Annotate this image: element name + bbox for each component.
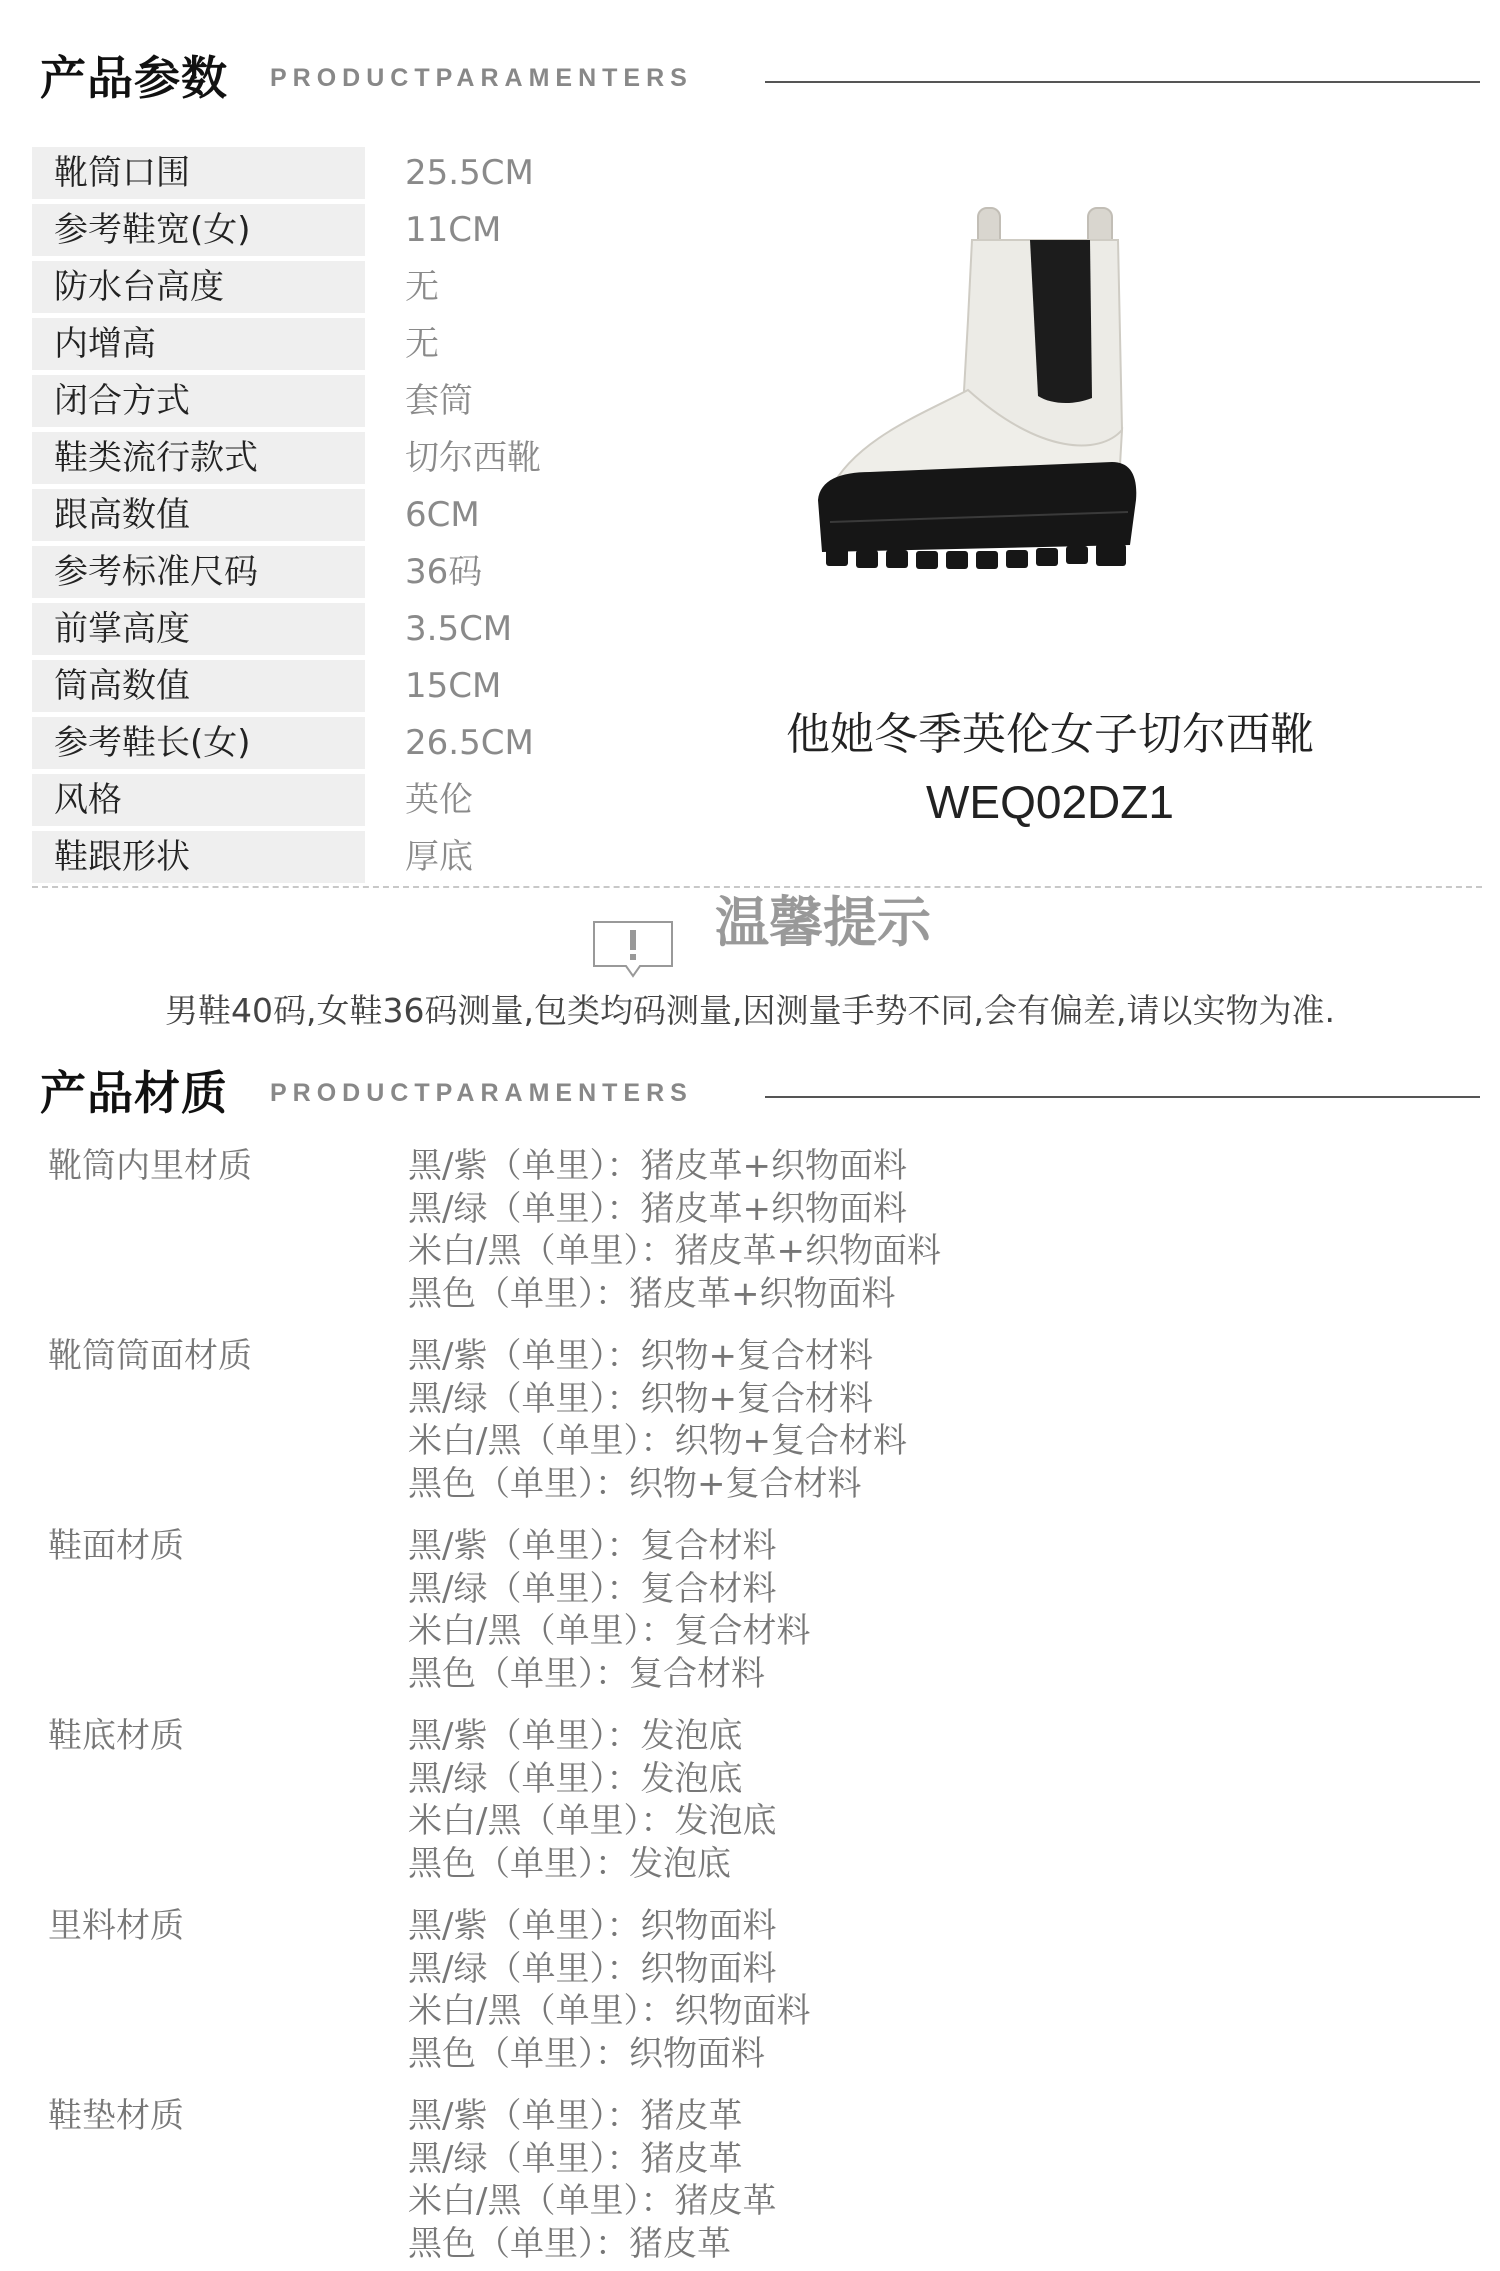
product-name: 他她冬季英伦女子切尔西靴 [786, 709, 1314, 760]
param-row [32, 202, 552, 259]
material-label: 靴筒筒面材质 [48, 1336, 252, 1376]
material-line: 黑/紫（单里）：织物面料 [408, 1906, 777, 1946]
param-label: 内增高 [32, 318, 365, 370]
param-label: 闭合方式 [32, 375, 365, 427]
product-code: WEQ02DZ1 [926, 776, 1174, 828]
param-label: 鞋类流行款式 [32, 432, 365, 484]
param-label: 鞋跟形状 [32, 831, 365, 883]
material-line: 黑色（单里）：发泡底 [408, 1843, 731, 1884]
material-label: 鞋底材质 [48, 1716, 184, 1756]
param-value: 切尔西靴 [405, 438, 541, 478]
material-line: 米白/黑（单里）：猪皮革+织物面料 [408, 1231, 941, 1271]
param-value: 3.5CM [405, 609, 513, 649]
param-value: 26.5CM [405, 723, 534, 763]
material-line: 黑色（单里）：织物面料 [408, 2033, 765, 2074]
material-line: 黑/紫（单里）：发泡底 [408, 1716, 743, 1756]
param-row [32, 487, 552, 544]
param-value: 11CM [405, 210, 502, 250]
material-label: 靴筒内里材质 [48, 1146, 252, 1186]
param-value: 英伦 [405, 780, 473, 820]
param-value: 套筒 [405, 381, 473, 421]
param-row [32, 658, 552, 715]
material-line: 黑/绿（单里）：织物+复合材料 [408, 1378, 873, 1419]
material-line: 黑/绿（单里）：猪皮革 [408, 2138, 743, 2179]
param-value: 36码 [405, 552, 483, 592]
material-label: 鞋垫材质 [48, 2096, 184, 2136]
param-row [32, 430, 552, 487]
param-row [32, 259, 552, 316]
param-value: 25.5CM [405, 153, 534, 193]
material-line: 黑/绿（单里）：发泡底 [408, 1758, 743, 1799]
param-value: 无 [405, 324, 439, 364]
param-label: 筒高数值 [32, 660, 365, 712]
param-row [32, 601, 552, 658]
param-label: 参考标准尺码 [32, 546, 365, 598]
material-line: 米白/黑（单里）：发泡底 [408, 1801, 777, 1841]
material-label: 鞋面材质 [48, 1526, 184, 1566]
params-section-subtitle: PRODUCTPARAMENTERS [270, 64, 693, 92]
product-boot-image [800, 200, 1140, 580]
material-line: 黑/紫（单里）：猪皮革 [408, 2096, 743, 2136]
material-section-header [40, 1063, 1480, 1123]
params-section-rule [765, 81, 1480, 83]
material-line: 黑/绿（单里）：复合材料 [408, 1568, 777, 1609]
tip-text: 男鞋40码,女鞋36码测量,包类均码测量,因测量手势不同,会有偏差,请以实物为准. [165, 991, 1335, 1030]
param-value: 6CM [405, 495, 480, 535]
params-section-title: 产品参数 [40, 51, 228, 105]
material-line: 黑色（单里）：猪皮革+织物面料 [408, 1273, 896, 1314]
param-label: 靴筒口围 [32, 147, 365, 199]
material-line: 米白/黑（单里）：织物面料 [408, 1991, 811, 2031]
material-line: 黑色（单里）：织物+复合材料 [408, 1463, 862, 1504]
param-label: 风格 [32, 774, 365, 826]
params-table [32, 145, 552, 886]
material-line: 米白/黑（单里）：猪皮革 [408, 2181, 777, 2221]
param-label: 跟高数值 [32, 489, 365, 541]
material-line: 黑色（单里）：猪皮革 [408, 2223, 731, 2264]
material-line: 黑/紫（单里）：复合材料 [408, 1526, 777, 1566]
params-section-header [40, 48, 1480, 108]
param-label: 参考鞋宽(女) [32, 204, 365, 256]
param-value: 15CM [405, 666, 502, 706]
param-value: 无 [405, 267, 439, 307]
material-line: 黑色（单里）：复合材料 [408, 1653, 765, 1694]
material-label: 里料材质 [48, 1906, 184, 1946]
param-value: 厚底 [405, 837, 473, 877]
material-section-subtitle: PRODUCTPARAMENTERS [270, 1079, 693, 1107]
param-row [32, 316, 552, 373]
material-line: 米白/黑（单里）：织物+复合材料 [408, 1421, 907, 1461]
material-line: 米白/黑（单里）：复合材料 [408, 1611, 811, 1651]
param-row [32, 772, 552, 829]
warning-bubble-icon [590, 918, 676, 980]
material-line: 黑/绿（单里）：织物面料 [408, 1948, 777, 1989]
param-label: 参考鞋长(女) [32, 717, 365, 769]
param-row [32, 373, 552, 430]
tip-title: 温馨提示 [715, 891, 931, 954]
param-row [32, 544, 552, 601]
material-line: 黑/紫（单里）：猪皮革+织物面料 [408, 1146, 907, 1186]
param-row [32, 715, 552, 772]
material-section-rule [765, 1096, 1480, 1098]
material-line: 黑/紫（单里）：织物+复合材料 [408, 1336, 873, 1376]
param-row [32, 145, 552, 202]
material-section-title: 产品材质 [40, 1066, 228, 1120]
param-row [32, 829, 552, 886]
param-label: 前掌高度 [32, 603, 365, 655]
material-line: 黑/绿（单里）：猪皮革+织物面料 [408, 1188, 907, 1229]
param-label: 防水台高度 [32, 261, 365, 313]
